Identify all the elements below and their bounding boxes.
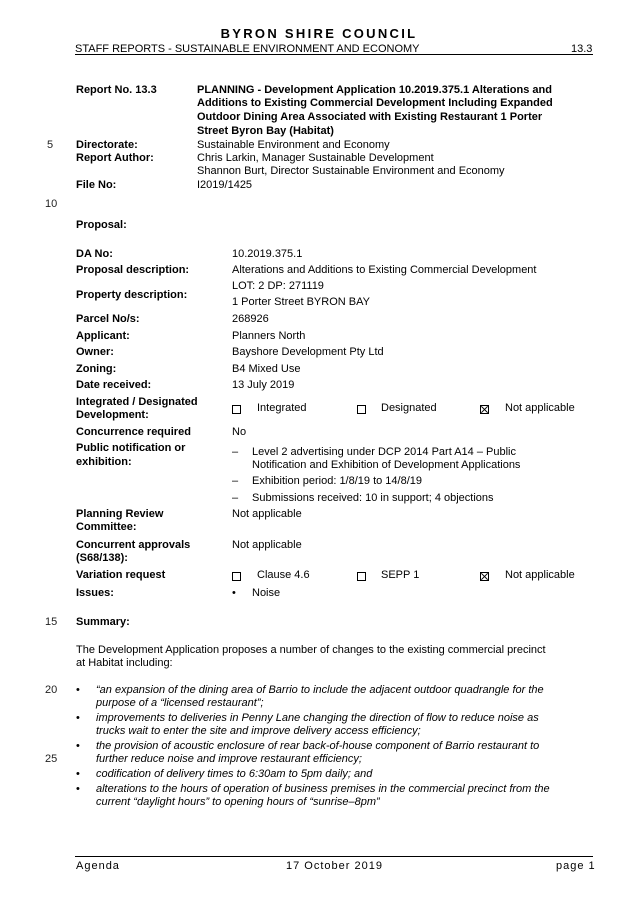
author-value-1: Chris Larkin, Manager Sustainable Development (197, 152, 434, 164)
parcel-label: Parcel No/s: (76, 313, 140, 325)
concurrence-value: No (232, 426, 247, 438)
sepp-1-checkbox[interactable] (357, 572, 366, 581)
line-number-5: 5 (47, 139, 54, 151)
clause-4-6-label: Clause 4.6 (257, 569, 310, 581)
owner-label: Owner: (76, 346, 114, 358)
section-title: STAFF REPORTS - SUSTAINABLE ENVIRONMENT AND ECONOMY (75, 43, 420, 55)
directorate-value: Sustainable Environment and Economy (197, 139, 390, 151)
public-item-text: Exhibition period: 1/8/19 to 14/8/19 (252, 475, 423, 487)
file-value: I2019/1425 (197, 179, 253, 191)
bullet-marker: • (76, 783, 80, 795)
file-label: File No: (76, 179, 117, 191)
integrated-label-1: Integrated / Designated (76, 396, 198, 408)
bullet-marker: • (76, 740, 80, 752)
summary-bullet-2-line-1: improvements to deliveries in Penny Lane changing the direction of flow to reduce noise as (96, 712, 539, 724)
variation-na-checkbox-checked[interactable] (480, 572, 489, 581)
bullet-marker: • (76, 684, 80, 696)
footer-rule (75, 856, 593, 857)
footer-page: page 1 (556, 860, 596, 872)
report-title-line-3: Outdoor Dining Area Associated with Existing Restaurant 1 Porter (197, 111, 543, 123)
line-number-10: 10 (45, 198, 58, 210)
sepp-1-option[interactable] (357, 569, 437, 583)
summary-bullet-2-line-2: trucks wait to enter the site and improve delivery access efficiency; (96, 725, 421, 737)
designated-checkbox[interactable] (357, 405, 366, 414)
public-item-3 (232, 492, 562, 506)
prc-value: Not applicable (232, 508, 302, 520)
integrated-option-label: Integrated (257, 402, 307, 414)
line-number-20: 20 (45, 684, 58, 696)
clause-4-6-checkbox[interactable] (232, 572, 241, 581)
public-notification-label-1: Public notification or (76, 442, 186, 454)
summary-bullet-3-line-1: the provision of acoustic enclosure of rear back-of-house component of Barrio restaurant to (96, 740, 540, 752)
bullet-marker: • (76, 712, 80, 724)
public-item-1-cont: Notification and Exhibition of Development Applications (252, 459, 521, 471)
summary-bullet-1-line-1: “an expansion of the dining area of Barrio to include the adjacent outdoor quadrangle for the (96, 684, 544, 696)
variation-na-label: Not applicable (505, 569, 575, 581)
summary-intro-1: The Development Application proposes a number of changes to the existing commercial precinct (76, 644, 546, 656)
sepp-1-label: SEPP 1 (381, 569, 420, 581)
summary-bullet-1-line-2: purpose of a “licensed restaurant”; (96, 697, 264, 709)
integrated-label-2: Development: (76, 409, 149, 421)
public-item-text: Submissions received: 10 in support; 4 objections (252, 492, 494, 504)
clause-4-6-option[interactable] (232, 569, 322, 583)
summary-heading: Summary: (76, 616, 130, 628)
summary-bullet-4: codification of delivery times to 6:30am to 5pm daily; and (96, 768, 373, 780)
dash-marker: – (232, 492, 239, 504)
date-label: Date received: (76, 379, 152, 391)
bullet-marker: • (232, 587, 236, 599)
issues-item (232, 587, 332, 601)
zoning-value: B4 Mixed Use (232, 363, 301, 375)
public-notification-label-2: exhibition: (76, 456, 132, 468)
description-value: Alterations and Additions to Existing Commercial Development (232, 264, 537, 276)
public-item-2 (232, 475, 562, 489)
summary-bullet-5-line-2: current “daylight hours” to opening hours of “sunrise–8pm” (96, 796, 380, 808)
parcel-value: 268926 (232, 313, 269, 325)
property-label: Property description: (76, 289, 188, 301)
bullet-marker: • (76, 768, 80, 780)
line-number-25: 25 (45, 753, 58, 765)
public-item-1 (232, 446, 562, 460)
item-number: 13.3 (571, 43, 593, 55)
integrated-option[interactable] (232, 402, 322, 416)
council-name: BYRON SHIRE COUNCIL (220, 26, 418, 41)
footer-left: Agenda (76, 860, 120, 872)
summary-bullet-5-line-1: alterations to the hours of operation of business premises in the commercial precinct from the (96, 783, 550, 795)
date-value: 13 July 2019 (232, 379, 295, 391)
not-applicable-option-label: Not applicable (505, 402, 575, 414)
da-label: DA No: (76, 248, 113, 260)
line-number-15: 15 (45, 616, 58, 628)
dash-marker: – (232, 475, 239, 487)
report-title-line-1: PLANNING - Development Application 10.2019.375.1 Alterations and (197, 84, 552, 96)
public-item-text: Level 2 advertising under DCP 2014 Part A14 – Public (252, 446, 516, 458)
variation-label: Variation request (76, 569, 166, 581)
property-value-1: LOT: 2 DP: 271119 (232, 280, 324, 292)
header-rule (75, 54, 593, 55)
not-applicable-option[interactable] (480, 402, 590, 416)
integrated-checkbox[interactable] (232, 405, 241, 414)
designated-option-label: Designated (381, 402, 437, 414)
directorate-label: Directorate: (76, 139, 138, 151)
property-value-2: 1 Porter Street BYRON BAY (232, 296, 370, 308)
prc-label-1: Planning Review (76, 508, 164, 520)
applicant-label: Applicant: (76, 330, 130, 342)
not-applicable-checkbox-checked[interactable] (480, 405, 489, 414)
proposal-heading: Proposal: (76, 219, 127, 231)
summary-bullet-3-line-2: further reduce noise and improve restaurant efficiency; (96, 753, 362, 765)
description-label: Proposal description: (76, 264, 190, 276)
owner-value: Bayshore Development Pty Ltd (232, 346, 384, 358)
author-label: Report Author: (76, 152, 154, 164)
designated-option[interactable] (357, 402, 447, 416)
applicant-value: Planners North (232, 330, 306, 342)
report-number: Report No. 13.3 (76, 84, 157, 96)
concurrent-approvals-label-2: (S68/138): (76, 552, 128, 564)
da-value: 10.2019.375.1 (232, 248, 303, 260)
concurrence-label: Concurrence required (76, 426, 191, 438)
issues-label: Issues: (76, 587, 114, 599)
variation-na-option[interactable] (480, 569, 590, 583)
issues-value: Noise (252, 587, 281, 599)
report-title-line-4: Street Byron Bay (Habitat) (197, 125, 334, 137)
concurrent-approvals-value: Not applicable (232, 539, 302, 551)
prc-label-2: Committee: (76, 521, 137, 533)
footer-date: 17 October 2019 (286, 860, 383, 872)
dash-marker: – (232, 446, 239, 458)
concurrent-approvals-label-1: Concurrent approvals (76, 539, 191, 551)
author-value-2: Shannon Burt, Director Sustainable Environment and Economy (197, 165, 505, 177)
report-title-line-2: Additions to Existing Commercial Development Including Expanded (197, 97, 553, 109)
summary-intro-2: at Habitat including: (76, 657, 173, 669)
zoning-label: Zoning: (76, 363, 117, 375)
